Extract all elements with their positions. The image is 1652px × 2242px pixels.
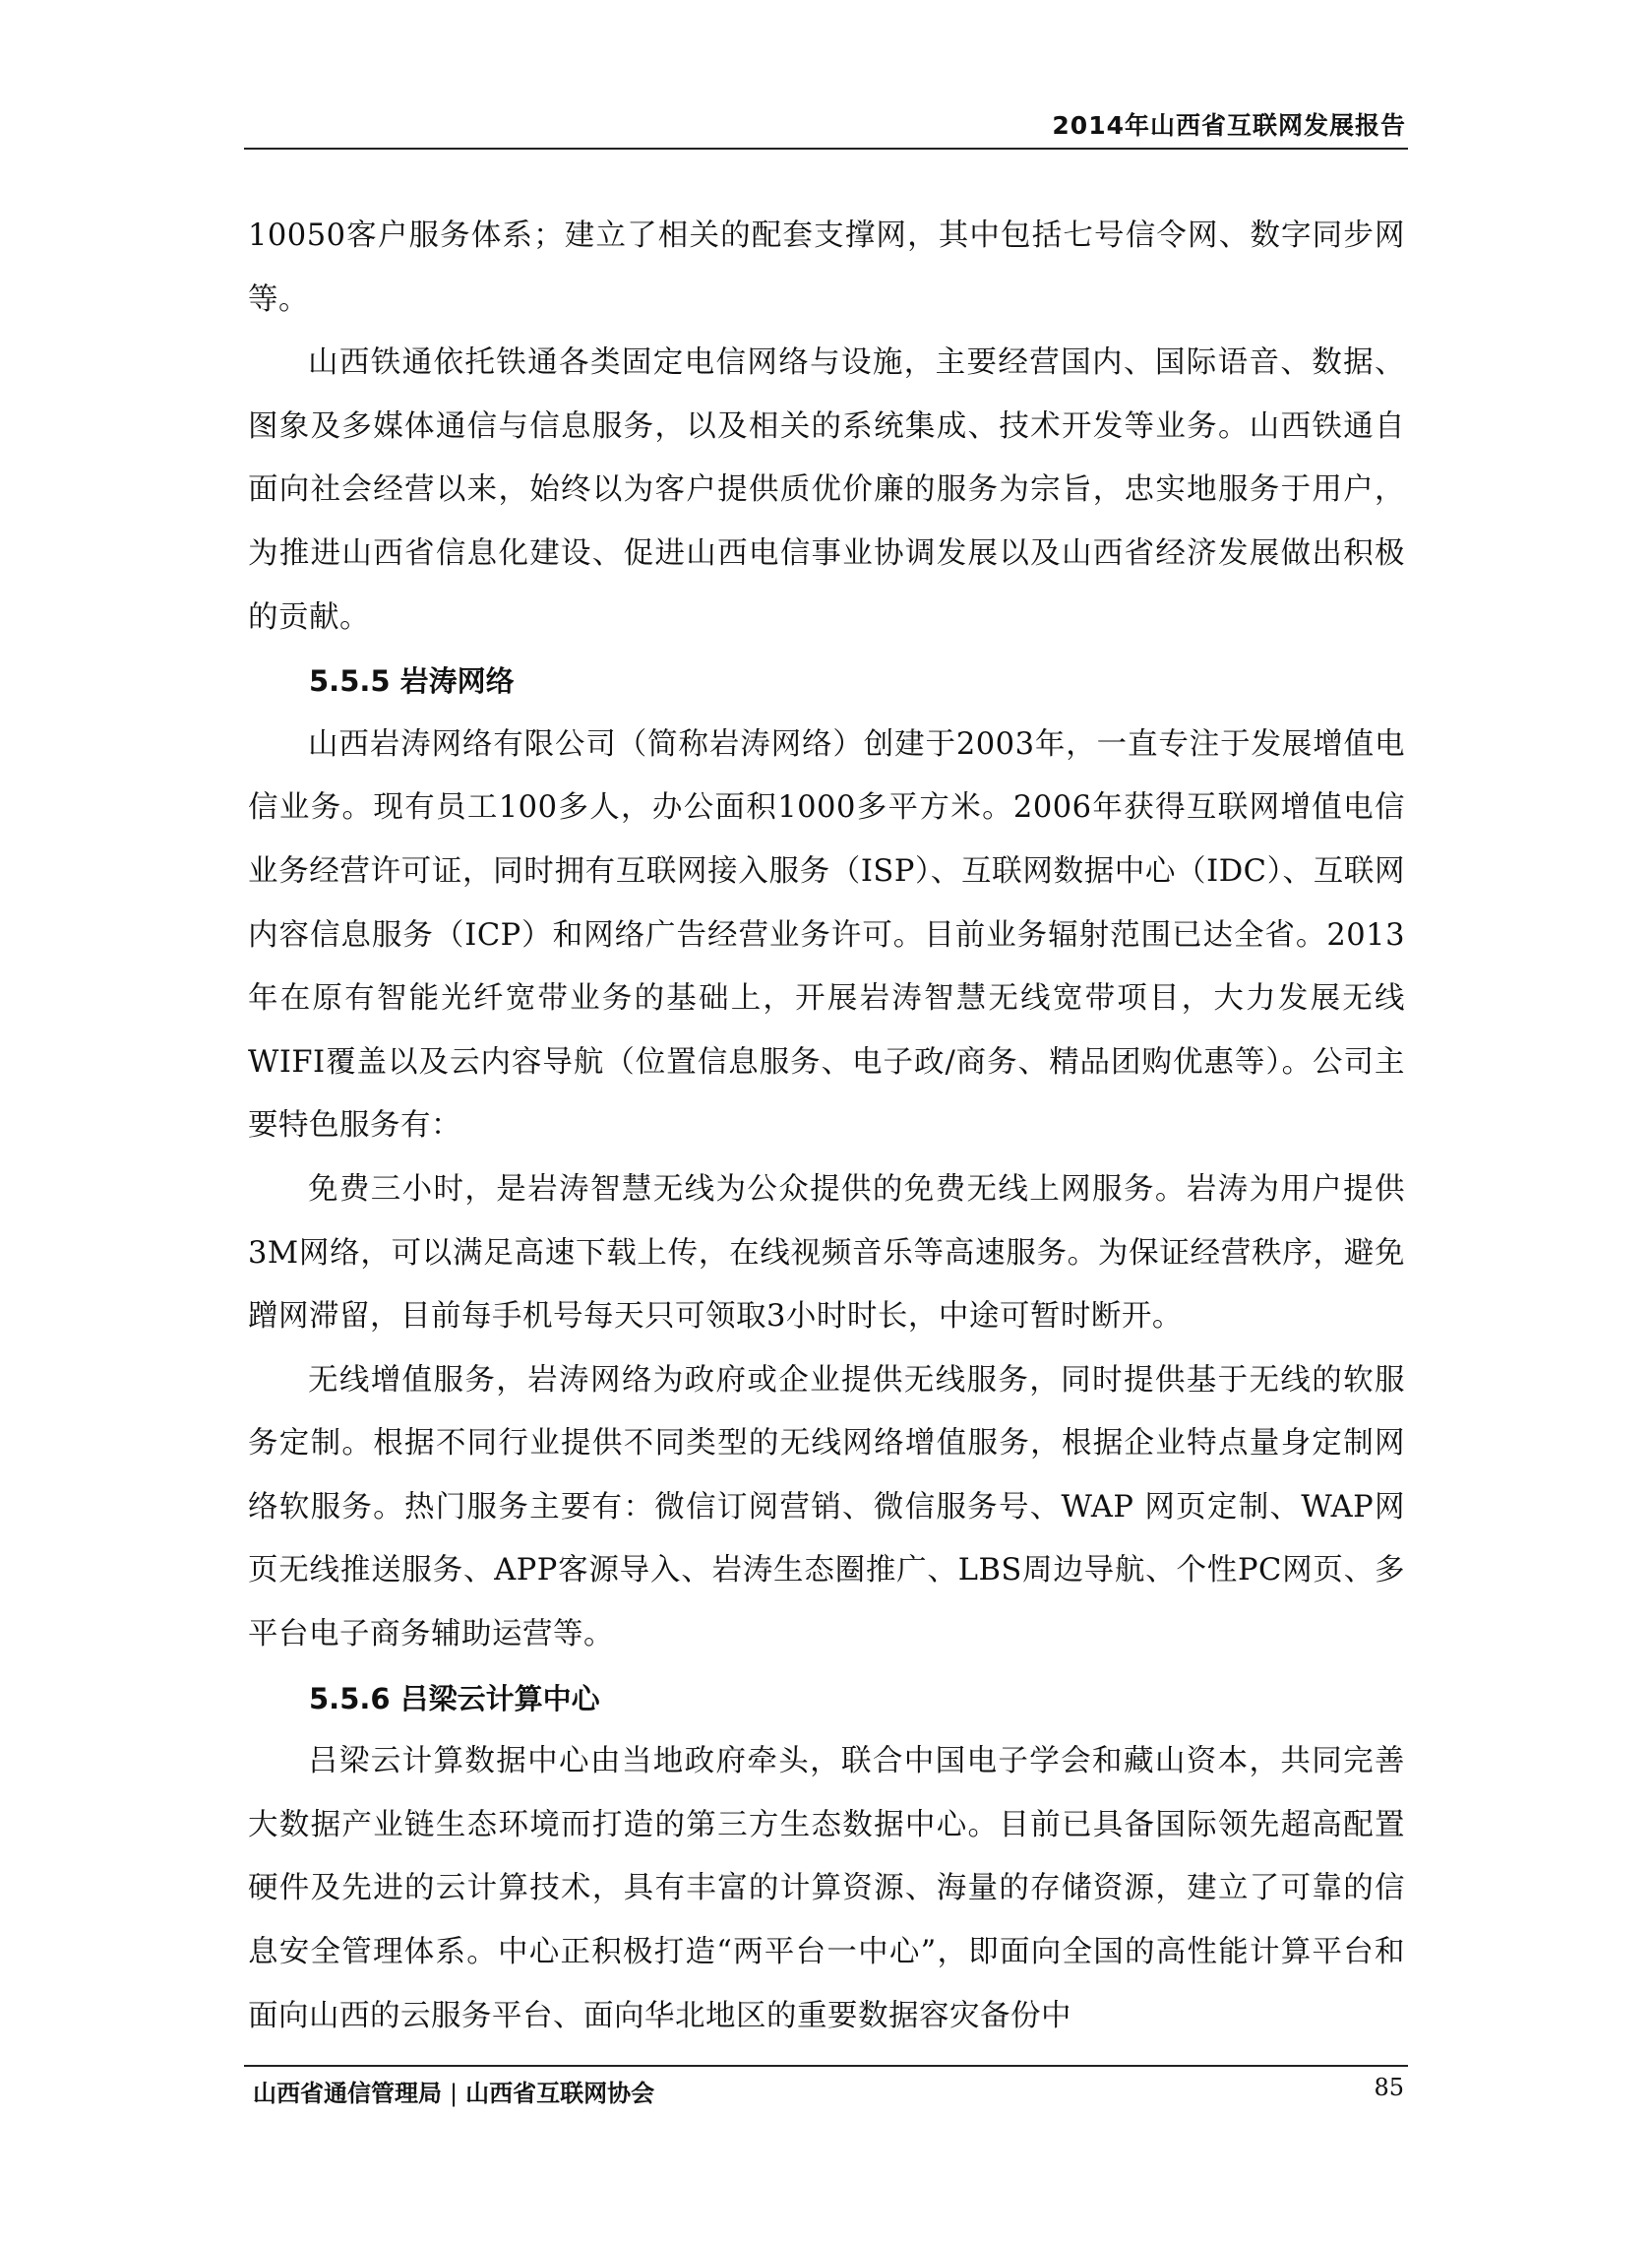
footer-org-telecom: 山西省通信管理局: [253, 2080, 442, 2107]
section-heading-5-5-6: 5.5.6 吕梁云计算中心: [309, 1681, 600, 1715]
paragraph-railcom: 山西铁通依托铁通各类固定电信网络与设施，主要经营国内、国际语音、数据、图象及多媒体通信与信息服务，以及相关的系统集成、技术开发等业务。山西铁通自面向社会经营以来，始终以为客户提供质优价廉的服务为宗旨，忠实地服务于用户，为推进山西省信息化建设、促进山西电信事业协调发展以及山西省经济发展做出积极的贡献。: [248, 345, 1405, 635]
footer-separator: |: [450, 2080, 459, 2107]
page-number: 85: [1374, 2074, 1404, 2101]
paragraph-lvliang-cloud: 吕梁云计算数据中心由当地政府牵头，联合中国电子学会和藏山资本，共同完善大数据产业链生态环境而打造的第三方生态数据中心。目前已具备国际领先超高配置硬件及先进的云计算技术，具有丰富的计算资源、海量的存储资源，建立了可靠的信息安全管理体系。中心正积极打造“两平台一中心”，即面向全国的高性能计算平台和面向山西的云服务平台、面向华北地区的重要数据容灾备份中: [248, 1744, 1405, 2033]
paragraph-continued: 10050客户服务体系；建立了相关的配套支撑网，其中包括七号信令网、数字同步网等。: [248, 218, 1405, 317]
footer-divider: [244, 2065, 1408, 2067]
running-header-title: 2014年山西省互联网发展报告: [1052, 111, 1406, 140]
paragraph-free-three-hours: 免费三小时，是岩涛智慧无线为公众提供的免费无线上网服务。岩涛为用户提供3M网络，可以满足高速下载上传，在线视频音乐等高速服务。为保证经营秩序，避免蹭网滞留，目前每手机号每天只可领取3小时时长，中途可暂时断开。: [248, 1171, 1405, 1335]
page-body: [248, 205, 1405, 2048]
paragraph-yantao-intro: 山西岩涛网络有限公司（简称岩涛网络）创建于2003年，一直专注于发展增值电信业务。现有员工100多人，办公面积1000多平方米。2006年获得互联网增值电信业务经营许可证，同时拥有互联网接入服务（ISP）、互联网数据中心（IDC）、互联网内容信息服务（ICP）和网络广告经营业务许可。目前业务辐射范围已达全省。2013 年在原有智能光纤宽带业务的基础上，开展岩涛智慧无线宽带项目，大力发展无线WIFI覆盖以及云内容导航（位置信息服务、电子政/商务、精品团购优惠等）。公司主要特色服务有：: [248, 726, 1405, 1144]
paragraph-wireless-value-added: 无线增值服务，岩涛网络为政府或企业提供无线服务，同时提供基于无线的软服务定制。根据不同行业提供不同类型的无线网络增值服务，根据企业特点量身定制网络软服务。热门服务主要有：微信订阅营销、微信服务号、WAP 网页定制、WAP网页无线推送服务、APP客源导入、岩涛生态圈推广、LBS周边导航、个性PC网页、多平台电子商务辅助运营等。: [248, 1362, 1405, 1652]
header-divider: [244, 148, 1408, 150]
footer-org-internet-association: 山西省互联网协会: [465, 2080, 655, 2107]
footer-organizations: [253, 2074, 654, 2108]
section-heading-5-5-5: 5.5.5 岩涛网络: [309, 664, 515, 699]
